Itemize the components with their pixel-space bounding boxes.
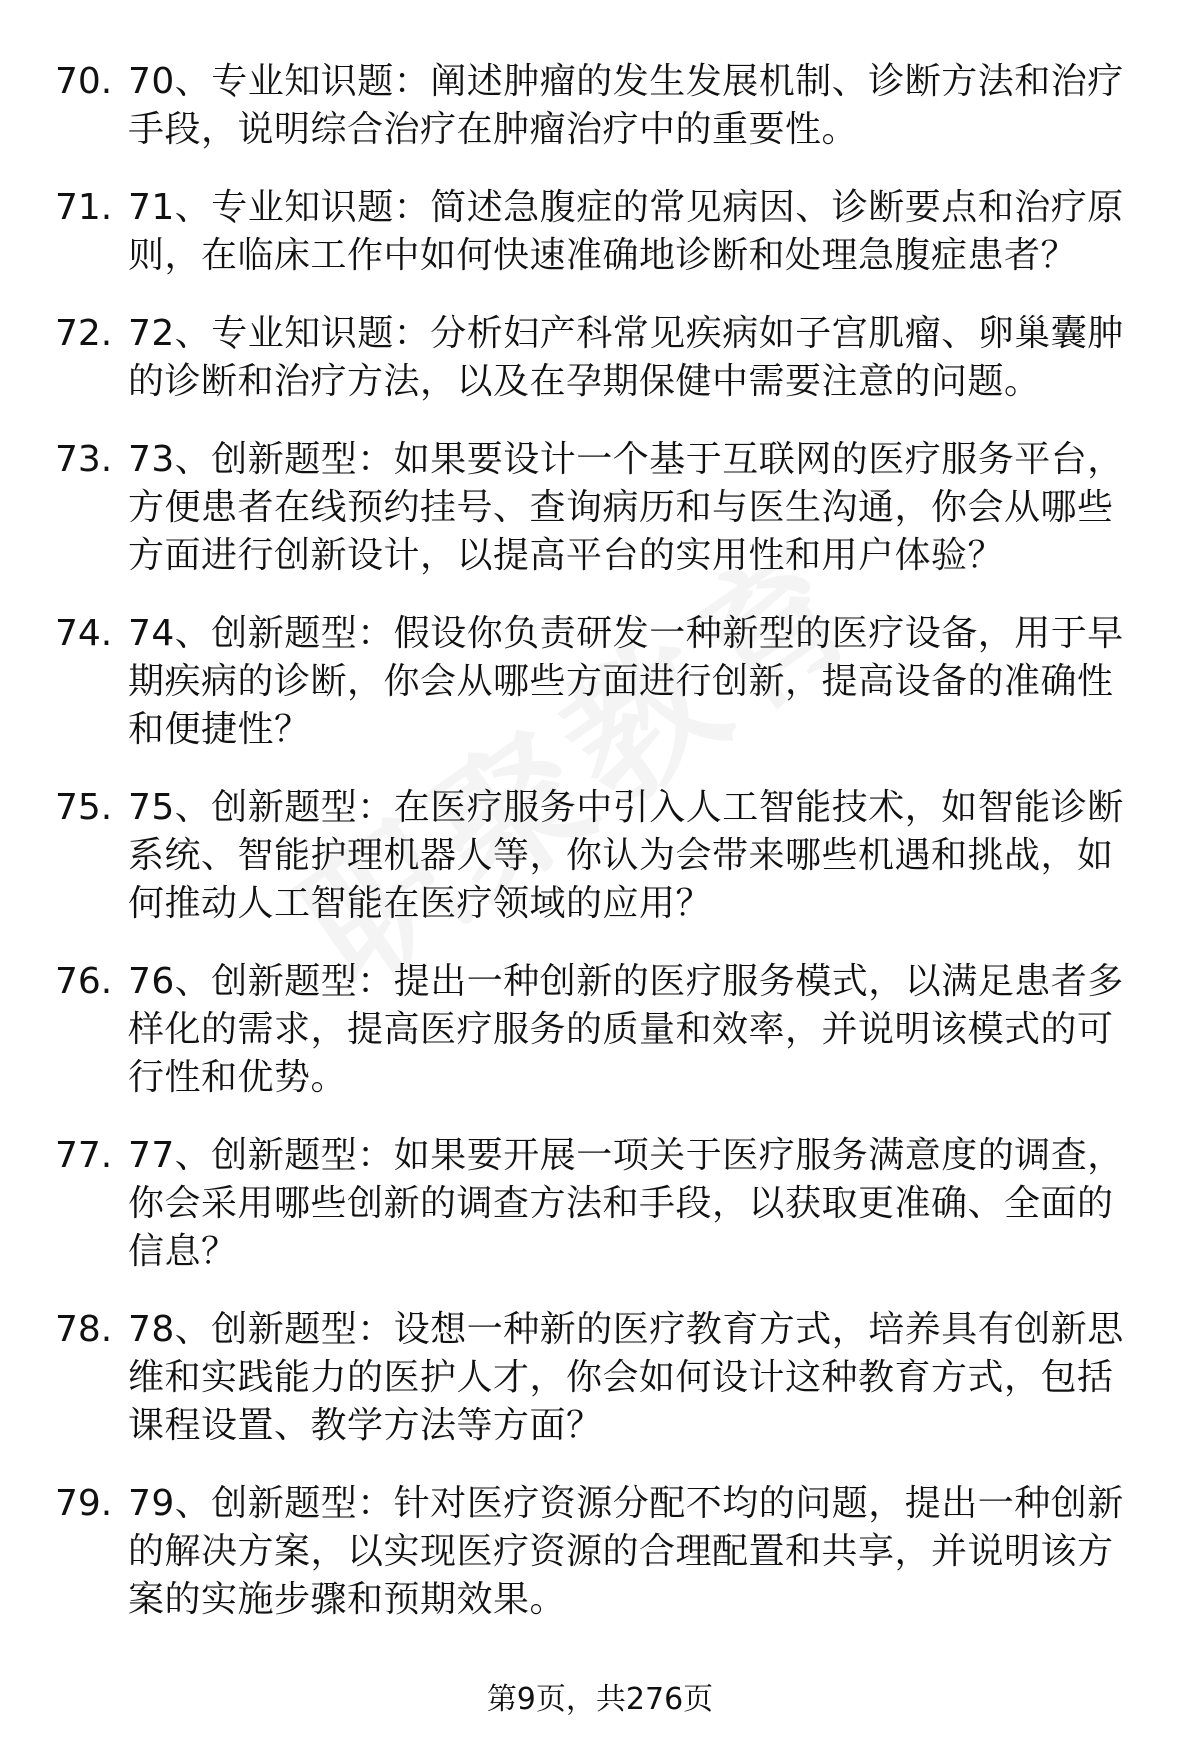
- question-number: 79.: [55, 1483, 113, 1524]
- question-text: 76、创新题型：提出一种创新的医疗服务模式，以满足患者多样化的需求，提高医疗服务的质量和效率，并说明该模式的可行性和优势。: [128, 961, 1124, 1098]
- question-text: 75、创新题型：在医疗服务中引入人工智能技术，如智能诊断系统、智能护理机器人等，你认为会带来哪些机遇和挑战，如何推动人工智能在医疗领域的应用？: [128, 787, 1124, 924]
- question-item: [55, 784, 1155, 928]
- question-text: 73、创新题型：如果要设计一个基于互联网的医疗服务平台，方便患者在线预约挂号、查询病历和与医生沟通，你会从哪些方面进行创新设计，以提高平台的实用性和用户体验？: [128, 439, 1124, 576]
- question-item: [55, 610, 1155, 754]
- question-number: 72.: [55, 313, 113, 354]
- question-number: 70.: [55, 61, 113, 102]
- question-item: [55, 1132, 1155, 1276]
- question-item: [55, 958, 1155, 1102]
- question-item: [55, 184, 1155, 280]
- question-number: 73.: [55, 439, 113, 480]
- question-item: [55, 310, 1155, 406]
- question-number: 77.: [55, 1135, 113, 1176]
- page-footer: [0, 1680, 1200, 1720]
- question-number: 75.: [55, 787, 113, 828]
- page-number-label: 第9页，共276页: [486, 1682, 714, 1717]
- question-list: [55, 58, 1155, 1654]
- question-number: 76.: [55, 961, 113, 1002]
- question-text: 70、专业知识题：阐述肿瘤的发生发展机制、诊断方法和治疗手段，说明综合治疗在肿瘤治疗中的重要性。: [128, 61, 1124, 150]
- question-item: [55, 1306, 1155, 1450]
- question-text: 71、专业知识题：简述急腹症的常见病因、诊断要点和治疗原则，在临床工作中如何快速准确地诊断和处理急腹症患者？: [128, 187, 1124, 276]
- question-text: 72、专业知识题：分析妇产科常见疾病如子宫肌瘤、卵巢囊肿的诊断和治疗方法，以及在孕期保健中需要注意的问题。: [128, 313, 1124, 402]
- question-item: [55, 1480, 1155, 1624]
- question-text: 79、创新题型：针对医疗资源分配不均的问题，提出一种创新的解决方案，以实现医疗资源的合理配置和共享，并说明该方案的实施步骤和预期效果。: [128, 1483, 1124, 1620]
- question-number: 78.: [55, 1309, 113, 1350]
- question-number: 71.: [55, 187, 113, 228]
- question-text: 78、创新题型：设想一种新的医疗教育方式，培养具有创新思维和实践能力的医护人才，你会如何设计这种教育方式，包括课程设置、教学方法等方面？: [128, 1309, 1124, 1446]
- question-item: [55, 436, 1155, 580]
- question-number: 74.: [55, 613, 113, 654]
- question-text: 74、创新题型：假设你负责研发一种新型的医疗设备，用于早期疾病的诊断，你会从哪些方面进行创新，提高设备的准确性和便捷性？: [128, 613, 1124, 750]
- question-text: 77、创新题型：如果要开展一项关于医疗服务满意度的调查，你会采用哪些创新的调查方法和手段，以获取更准确、全面的信息？: [128, 1135, 1124, 1272]
- question-item: [55, 58, 1155, 154]
